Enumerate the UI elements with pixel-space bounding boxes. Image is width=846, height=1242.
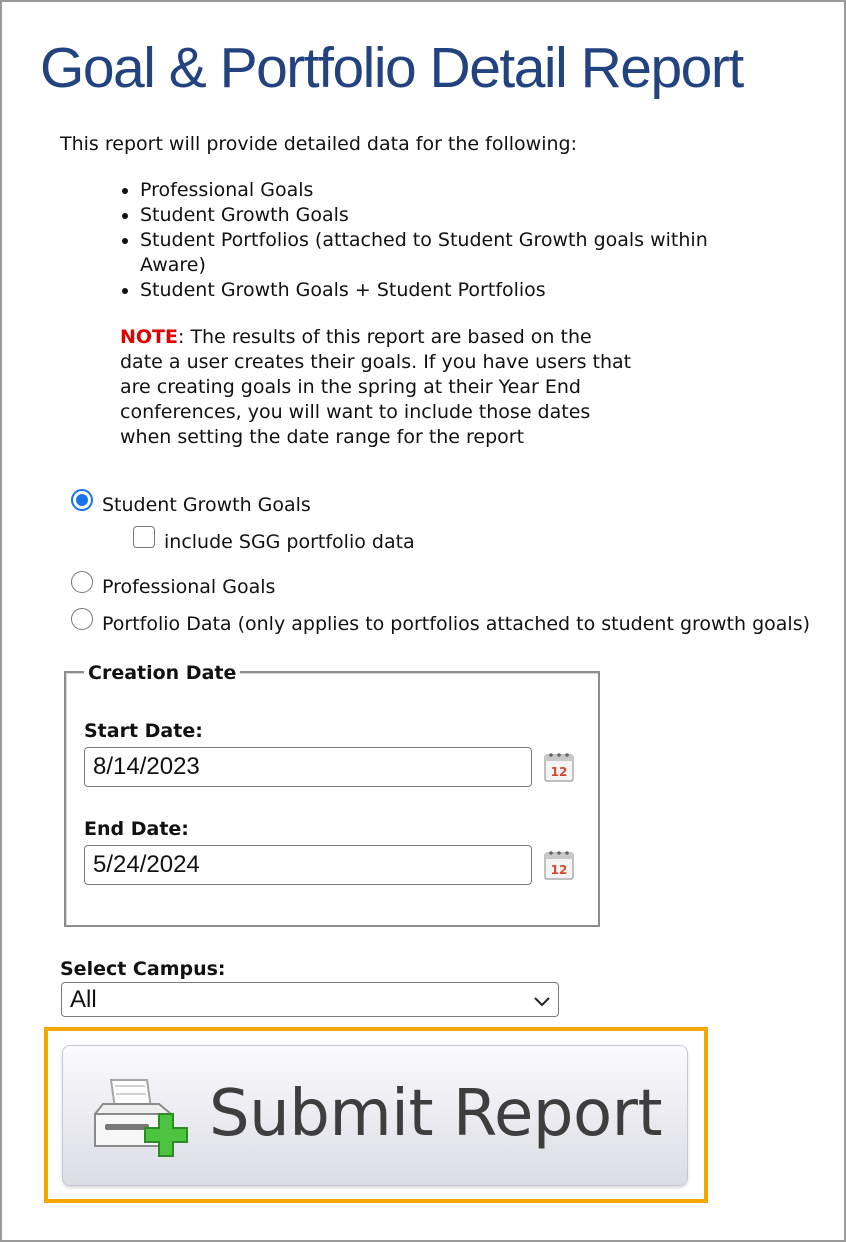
calendar-day: 12 (550, 765, 568, 779)
list-item: • Student Portfolios (attached to Student Growth goals within Aware) (140, 228, 760, 278)
end-date-label: End Date: (84, 818, 189, 840)
professional-goals-radio[interactable] (71, 571, 93, 593)
start-date-label: Start Date: (84, 720, 203, 742)
creation-date-legend: Creation Date (84, 662, 240, 684)
select-campus-label: Select Campus: (60, 958, 226, 980)
submit-report-button[interactable] (62, 1045, 688, 1186)
student-growth-radio[interactable] (71, 489, 93, 511)
printer-add-icon (89, 1068, 189, 1168)
portfolio-data-label[interactable]: Portfolio Data (only applies to portfolios attached to student growth goals) (102, 613, 811, 635)
include-sgg-label[interactable]: include SGG portfolio data (164, 531, 415, 553)
end-date-input[interactable]: 5/24/2024 (84, 845, 532, 885)
report-types-list (88, 178, 760, 303)
chevron-down-icon (532, 991, 552, 1011)
start-date-input[interactable]: 8/14/2023 (84, 747, 532, 787)
portfolio-data-radio[interactable] (71, 608, 93, 630)
campus-select[interactable] (61, 982, 559, 1017)
student-growth-label[interactable]: Student Growth Goals (102, 494, 311, 516)
include-sgg-checkbox[interactable] (133, 526, 155, 548)
calendar-icon[interactable] (543, 751, 575, 783)
list-item: • Student Growth Goals + Student Portfolios (140, 278, 760, 303)
submit-report-label: Submit Report (209, 1077, 663, 1151)
calendar-day: 12 (550, 863, 568, 877)
note-label: NOTE (120, 326, 178, 348)
campus-select-value: All (70, 986, 97, 1013)
list-item: • Student Growth Goals (140, 203, 760, 228)
note-text: : The results of this report are based on the date a user creates their goals. If you have users that are creating goals in the spring at their Year End conferences, you will want to include those dates when setting the date range for the report (120, 326, 632, 448)
calendar-icon[interactable] (543, 849, 575, 881)
page-title: Goal & Portfolio Detail Report (40, 36, 743, 100)
professional-goals-label[interactable]: Professional Goals (102, 576, 276, 598)
intro-text: This report will provide detailed data for the following: (60, 133, 577, 155)
creation-date-fieldset (64, 671, 600, 927)
note-paragraph (120, 325, 640, 450)
list-item: • Professional Goals (140, 178, 760, 203)
